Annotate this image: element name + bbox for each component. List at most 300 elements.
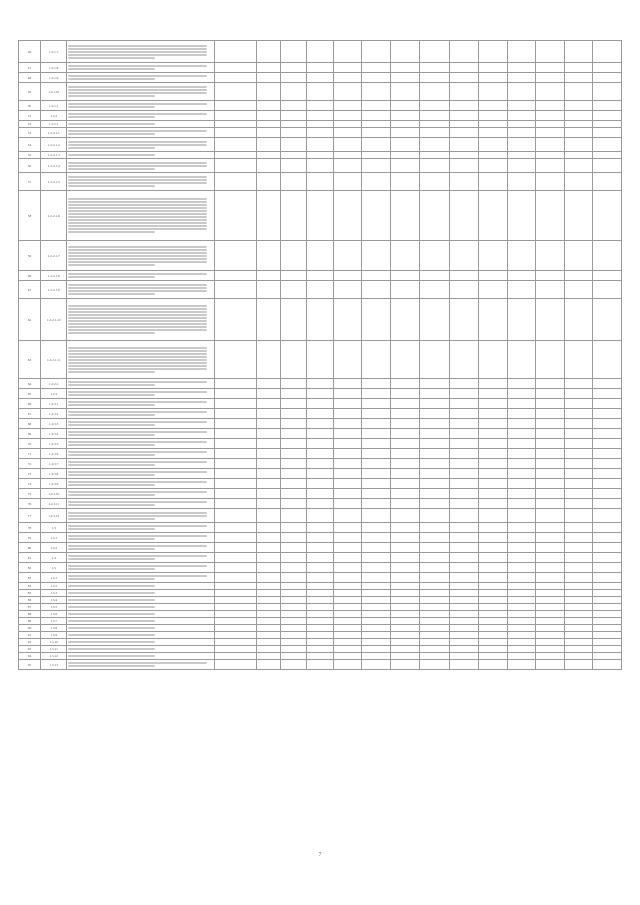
value-cell <box>390 590 419 597</box>
value-cell <box>564 299 593 341</box>
value-cell <box>593 533 622 543</box>
value-cell <box>536 439 565 449</box>
value-cell <box>564 553 593 563</box>
text-line-placeholder <box>68 255 207 257</box>
value-cell <box>478 590 507 597</box>
value-cell <box>536 138 565 152</box>
value-cell <box>307 409 333 419</box>
value-cell <box>593 523 622 533</box>
value-cell <box>450 241 479 271</box>
value-cell <box>536 604 565 611</box>
value-cell <box>450 573 479 583</box>
value-cell <box>390 389 419 399</box>
value-cell <box>478 625 507 632</box>
value-cell <box>478 553 507 563</box>
value-cell <box>390 73 419 83</box>
value-cell <box>507 646 536 653</box>
value-cell <box>564 281 593 299</box>
text-line-placeholder <box>68 381 207 383</box>
value-cell <box>280 281 306 299</box>
value-cell <box>478 563 507 573</box>
value-cell <box>256 523 280 533</box>
value-cell <box>362 611 391 618</box>
value-cell <box>507 611 536 618</box>
text-line-placeholder <box>68 555 207 557</box>
item-description <box>67 639 214 646</box>
value-cell <box>564 523 593 533</box>
value-cell <box>507 479 536 489</box>
value-cell <box>507 489 536 499</box>
text-line-placeholder <box>68 471 207 473</box>
table-row <box>19 399 622 409</box>
value-cell <box>390 241 419 271</box>
text-line-placeholder <box>68 535 207 537</box>
value-cell <box>362 660 391 670</box>
item-description <box>67 499 214 509</box>
value-cell <box>450 611 479 618</box>
value-cell <box>450 653 479 660</box>
value-cell <box>419 138 450 152</box>
text-line-placeholder <box>68 147 155 149</box>
value-cell <box>256 597 280 604</box>
value-cell <box>478 646 507 653</box>
value-cell <box>390 499 419 509</box>
value-cell <box>419 128 450 138</box>
item-code: 1.2.1.9 <box>41 73 67 83</box>
value-cell <box>280 533 306 543</box>
value-cell <box>333 499 362 509</box>
item-code: 1.2.3.4 <box>41 429 67 439</box>
value-cell <box>256 399 280 409</box>
text-line-placeholder <box>68 525 207 527</box>
item-code: 1.2.2.1.1 <box>41 128 67 138</box>
item-code: 1.5.3 <box>41 590 67 597</box>
value-cell <box>564 590 593 597</box>
table-row <box>19 409 622 419</box>
value-cell <box>256 543 280 553</box>
text-line-placeholder <box>68 185 155 187</box>
text-line-placeholder <box>68 359 207 361</box>
table-row <box>19 489 622 499</box>
value-cell <box>256 479 280 489</box>
value-cell <box>214 83 256 101</box>
item-description <box>67 173 214 191</box>
value-cell <box>536 159 565 173</box>
value-cell <box>307 509 333 523</box>
value-cell <box>507 73 536 83</box>
item-description <box>67 159 214 173</box>
value-cell <box>478 409 507 419</box>
value-cell <box>564 489 593 499</box>
text-line-placeholder <box>68 293 155 295</box>
item-description <box>67 553 214 563</box>
value-cell <box>564 409 593 419</box>
value-cell <box>478 449 507 459</box>
value-cell <box>280 573 306 583</box>
value-cell <box>478 271 507 281</box>
table-row <box>19 563 622 573</box>
value-cell <box>307 399 333 409</box>
value-cell <box>593 241 622 271</box>
table-row <box>19 152 622 159</box>
text-line-placeholder <box>68 225 207 227</box>
value-cell <box>478 597 507 604</box>
row-number: 74 <box>19 479 41 489</box>
row-number: 46 <box>19 41 41 63</box>
value-cell <box>593 299 622 341</box>
item-description <box>67 573 214 583</box>
value-cell <box>478 611 507 618</box>
text-line-placeholder <box>68 484 155 486</box>
value-cell <box>564 499 593 509</box>
value-cell <box>564 389 593 399</box>
value-cell <box>593 459 622 469</box>
value-cell <box>214 573 256 583</box>
value-cell <box>214 63 256 73</box>
text-line-placeholder <box>68 384 155 386</box>
value-cell <box>390 41 419 63</box>
value-cell <box>536 379 565 389</box>
value-cell <box>450 625 479 632</box>
item-code: 1.2.3.2 <box>41 409 67 419</box>
item-code: 1.2.3.6 <box>41 449 67 459</box>
value-cell <box>593 489 622 499</box>
value-cell <box>419 563 450 573</box>
value-cell <box>256 533 280 543</box>
value-cell <box>307 173 333 191</box>
value-cell <box>478 543 507 553</box>
value-cell <box>362 439 391 449</box>
table-row <box>19 604 622 611</box>
value-cell <box>390 653 419 660</box>
row-number: 65 <box>19 389 41 399</box>
value-cell <box>536 73 565 83</box>
value-cell <box>362 523 391 533</box>
item-code: 1.5.5 <box>41 604 67 611</box>
value-cell <box>256 639 280 646</box>
text-line-placeholder <box>68 528 155 530</box>
text-line-placeholder <box>68 606 155 608</box>
value-cell <box>564 597 593 604</box>
value-cell <box>280 553 306 563</box>
value-cell <box>450 159 479 173</box>
table-row <box>19 299 622 341</box>
item-code: 1.2.2.1.7 <box>41 241 67 271</box>
item-code: 1.2.1.7 <box>41 41 67 63</box>
row-number: 58 <box>19 191 41 241</box>
text-line-placeholder <box>68 515 207 517</box>
value-cell <box>362 573 391 583</box>
item-code: 1.5.1 <box>41 573 67 583</box>
value-cell <box>507 653 536 660</box>
value-cell <box>593 469 622 479</box>
value-cell <box>390 341 419 379</box>
value-cell <box>214 73 256 83</box>
row-number: 73 <box>19 469 41 479</box>
value-cell <box>450 646 479 653</box>
item-code: 1.2.3.9 <box>41 479 67 489</box>
value-cell <box>256 625 280 632</box>
item-code: 1.5.9 <box>41 632 67 639</box>
value-cell <box>419 660 450 670</box>
value-cell <box>419 573 450 583</box>
value-cell <box>280 459 306 469</box>
value-cell <box>362 128 391 138</box>
table-row <box>19 121 622 128</box>
value-cell <box>333 399 362 409</box>
value-cell <box>390 660 419 670</box>
value-cell <box>507 439 536 449</box>
value-cell <box>256 604 280 611</box>
value-cell <box>450 618 479 625</box>
value-cell <box>307 389 333 399</box>
value-cell <box>307 533 333 543</box>
value-cell <box>593 611 622 618</box>
text-line-placeholder <box>68 75 207 77</box>
row-number: 72 <box>19 459 41 469</box>
value-cell <box>362 625 391 632</box>
text-line-placeholder <box>68 538 155 540</box>
item-description <box>67 138 214 152</box>
value-cell <box>419 111 450 121</box>
value-cell <box>419 409 450 419</box>
value-cell <box>593 646 622 653</box>
value-cell <box>450 597 479 604</box>
value-cell <box>280 660 306 670</box>
row-number: 84 <box>19 583 41 590</box>
value-cell <box>478 489 507 499</box>
value-cell <box>362 533 391 543</box>
value-cell <box>593 429 622 439</box>
value-cell <box>593 41 622 63</box>
text-line-placeholder <box>68 464 155 466</box>
value-cell <box>478 533 507 543</box>
value-cell <box>536 399 565 409</box>
value-cell <box>507 409 536 419</box>
item-code: 1.5.8 <box>41 625 67 632</box>
value-cell <box>507 543 536 553</box>
value-cell <box>593 63 622 73</box>
value-cell <box>450 111 479 121</box>
value-cell <box>307 523 333 533</box>
value-cell <box>593 101 622 111</box>
text-line-placeholder <box>68 421 207 423</box>
table-row <box>19 389 622 399</box>
text-line-placeholder <box>68 356 207 358</box>
value-cell <box>362 83 391 101</box>
table-row <box>19 533 622 543</box>
value-cell <box>333 111 362 121</box>
value-cell <box>419 653 450 660</box>
value-cell <box>419 101 450 111</box>
value-cell <box>564 533 593 543</box>
value-cell <box>256 341 280 379</box>
value-cell <box>450 173 479 191</box>
item-code: 1.3.1 <box>41 533 67 543</box>
item-code: 1.5.10 <box>41 639 67 646</box>
row-number: 76 <box>19 499 41 509</box>
value-cell <box>280 646 306 653</box>
text-line-placeholder <box>68 198 207 200</box>
value-cell <box>256 138 280 152</box>
item-description <box>67 399 214 409</box>
table-row <box>19 173 622 191</box>
value-cell <box>507 101 536 111</box>
value-cell <box>564 632 593 639</box>
value-cell <box>419 543 450 553</box>
value-cell <box>307 573 333 583</box>
value-cell <box>564 573 593 583</box>
text-line-placeholder <box>68 228 207 230</box>
value-cell <box>256 646 280 653</box>
table-row <box>19 63 622 73</box>
item-code: 1.2.2.1.8 <box>41 271 67 281</box>
value-cell <box>536 553 565 563</box>
value-cell <box>478 618 507 625</box>
value-cell <box>536 241 565 271</box>
text-line-placeholder <box>68 320 207 322</box>
value-cell <box>450 341 479 379</box>
table-row <box>19 509 622 523</box>
value-cell <box>419 646 450 653</box>
value-cell <box>390 159 419 173</box>
value-cell <box>333 543 362 553</box>
value-cell <box>362 469 391 479</box>
value-cell <box>362 399 391 409</box>
value-cell <box>419 499 450 509</box>
item-description <box>67 543 214 553</box>
item-code: 1.3 <box>41 523 67 533</box>
value-cell <box>450 459 479 469</box>
estimate-table <box>18 40 622 670</box>
value-cell <box>419 479 450 489</box>
value-cell <box>419 389 450 399</box>
value-cell <box>450 101 479 111</box>
text-line-placeholder <box>68 141 207 143</box>
text-line-placeholder <box>68 401 207 403</box>
value-cell <box>564 173 593 191</box>
text-line-placeholder <box>68 558 155 560</box>
item-description <box>67 632 214 639</box>
table-row <box>19 639 622 646</box>
row-number: 91 <box>19 632 41 639</box>
value-cell <box>307 632 333 639</box>
item-code: 1.2.2.1.2 <box>41 138 67 152</box>
value-cell <box>214 618 256 625</box>
row-number: 50 <box>19 101 41 111</box>
row-number: 90 <box>19 625 41 632</box>
value-cell <box>214 611 256 618</box>
item-description <box>67 73 214 83</box>
value-cell <box>390 632 419 639</box>
value-cell <box>478 138 507 152</box>
value-cell <box>307 41 333 63</box>
value-cell <box>507 563 536 573</box>
value-cell <box>280 159 306 173</box>
value-cell <box>564 138 593 152</box>
row-number: 62 <box>19 299 41 341</box>
value-cell <box>280 449 306 459</box>
value-cell <box>507 553 536 563</box>
text-line-placeholder <box>68 130 207 132</box>
value-cell <box>256 41 280 63</box>
value-cell <box>256 121 280 128</box>
item-description <box>67 625 214 632</box>
item-description <box>67 409 214 419</box>
text-line-placeholder <box>68 123 155 125</box>
value-cell <box>593 389 622 399</box>
item-description <box>67 479 214 489</box>
value-cell <box>536 646 565 653</box>
value-cell <box>478 152 507 159</box>
table-row <box>19 271 622 281</box>
item-description <box>67 271 214 281</box>
value-cell <box>593 341 622 379</box>
text-line-placeholder <box>68 103 207 105</box>
table-row <box>19 632 622 639</box>
value-cell <box>280 138 306 152</box>
row-number: 60 <box>19 271 41 281</box>
value-cell <box>593 563 622 573</box>
value-cell <box>280 101 306 111</box>
value-cell <box>564 604 593 611</box>
value-cell <box>256 419 280 429</box>
value-cell <box>450 399 479 409</box>
item-description <box>67 597 214 604</box>
text-line-placeholder <box>68 414 155 416</box>
text-line-placeholder <box>68 314 207 316</box>
item-code: 1.4 <box>41 553 67 563</box>
text-line-placeholder <box>68 323 207 325</box>
text-line-placeholder <box>68 365 207 367</box>
value-cell <box>536 590 565 597</box>
value-cell <box>280 597 306 604</box>
value-cell <box>536 419 565 429</box>
value-cell <box>333 101 362 111</box>
value-cell <box>362 553 391 563</box>
value-cell <box>256 299 280 341</box>
value-cell <box>478 639 507 646</box>
row-number: 71 <box>19 449 41 459</box>
value-cell <box>280 479 306 489</box>
item-code: 1.2.3.12 <box>41 509 67 523</box>
value-cell <box>333 299 362 341</box>
value-cell <box>419 553 450 563</box>
item-code: 1.2.2.2 <box>41 379 67 389</box>
value-cell <box>362 449 391 459</box>
value-cell <box>256 152 280 159</box>
value-cell <box>478 128 507 138</box>
value-cell <box>256 618 280 625</box>
value-cell <box>214 469 256 479</box>
value-cell <box>536 469 565 479</box>
value-cell <box>450 523 479 533</box>
value-cell <box>280 341 306 379</box>
item-description <box>67 533 214 543</box>
value-cell <box>419 618 450 625</box>
value-cell <box>333 553 362 563</box>
item-code: 1.2.2.1.5 <box>41 173 67 191</box>
value-cell <box>280 618 306 625</box>
value-cell <box>593 499 622 509</box>
value-cell <box>307 439 333 449</box>
value-cell <box>593 173 622 191</box>
value-cell <box>593 399 622 409</box>
value-cell <box>419 449 450 459</box>
value-cell <box>419 632 450 639</box>
value-cell <box>450 583 479 590</box>
value-cell <box>362 299 391 341</box>
